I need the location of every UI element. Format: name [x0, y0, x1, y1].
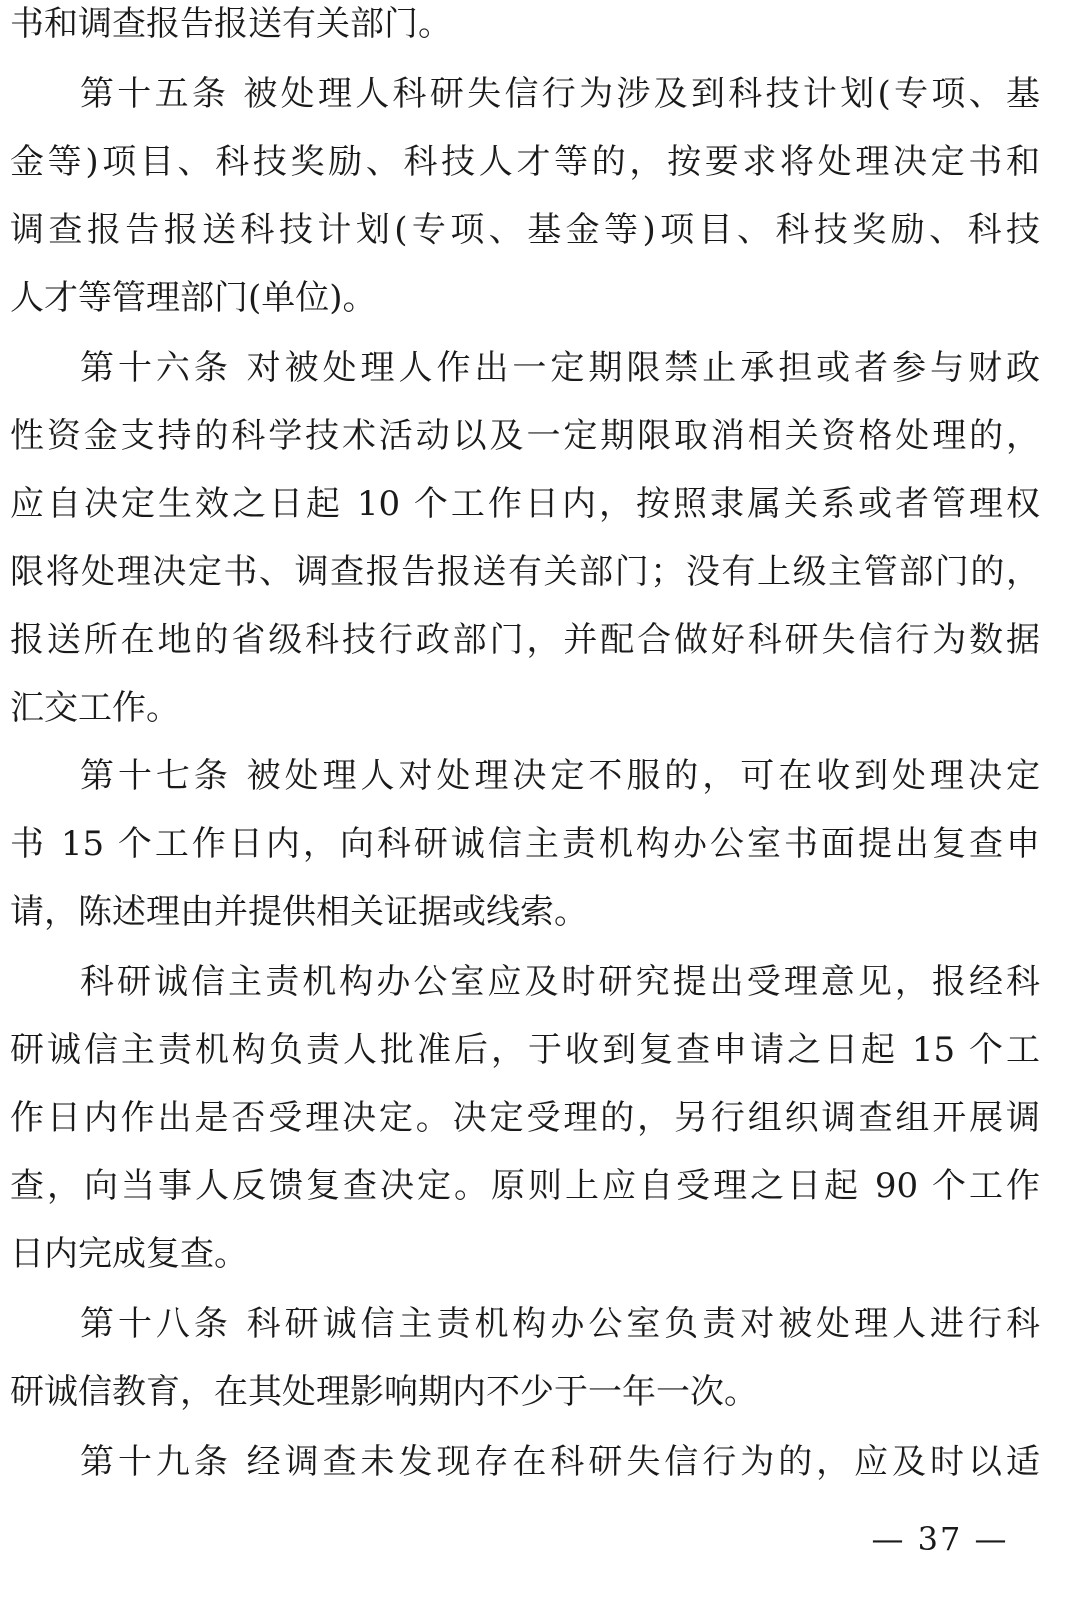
article-16-heading-line: 第十六条 对被处理人作出一定期限禁止承担或者参与财政: [80, 348, 1040, 388]
text-line: 日内完成复查。: [10, 1234, 248, 1274]
text-line: 研诚信主责机构负责人批准后，于收到复查申请之日起 15 个工: [10, 1030, 1040, 1070]
text-line: 查，向当事人反馈复查决定。原则上应自受理之日起 90 个工作: [10, 1166, 1040, 1206]
text-line: 书 15 个工作日内，向科研诚信主责机构办公室书面提出复查申: [10, 824, 1040, 864]
paragraph-first-line: 科研诚信主责机构办公室应及时研究提出受理意见，报经科: [80, 962, 1040, 1002]
text-line: 报送所在地的省级科技行政部门，并配合做好科研失信行为数据: [10, 620, 1040, 660]
text-line: 研诚信教育，在其处理影响期内不少于一年一次。: [10, 1372, 758, 1412]
text-line: 请，陈述理由并提供相关证据或线索。: [10, 892, 588, 932]
text-line: 人才等管理部门(单位)。: [10, 278, 377, 318]
text-line: 限将处理决定书、调查报告报送有关部门；没有上级主管部门的，: [10, 552, 1040, 592]
article-15-heading-line: 第十五条 被处理人科研失信行为涉及到科技计划(专项、基: [80, 74, 1040, 114]
text-line: 作日内作出是否受理决定。决定受理的，另行组织调查组开展调: [10, 1098, 1040, 1138]
article-18-heading-line: 第十八条 科研诚信主责机构办公室负责对被处理人进行科: [80, 1304, 1040, 1344]
text-line: 汇交工作。: [10, 688, 180, 728]
article-17-heading-line: 第十七条 被处理人对处理决定不服的，可在收到处理决定: [80, 756, 1040, 796]
page-number: — 37 —: [871, 1520, 1009, 1558]
text-line: 应自决定生效之日起 10 个工作日内，按照隶属关系或者管理权: [10, 484, 1040, 524]
text-line: 调查报告报送科技计划(专项、基金等)项目、科技奖励、科技: [10, 210, 1040, 250]
text-line: 性资金支持的科学技术活动以及一定期限取消相关资格处理的，: [10, 416, 1040, 456]
text-line: 金等)项目、科技奖励、科技人才等的，按要求将处理决定书和: [10, 142, 1040, 182]
article-19-heading-line: 第十九条 经调查未发现存在科研失信行为的，应及时以适: [80, 1442, 1040, 1482]
text-line: 书和调查报告报送有关部门。: [10, 4, 452, 44]
